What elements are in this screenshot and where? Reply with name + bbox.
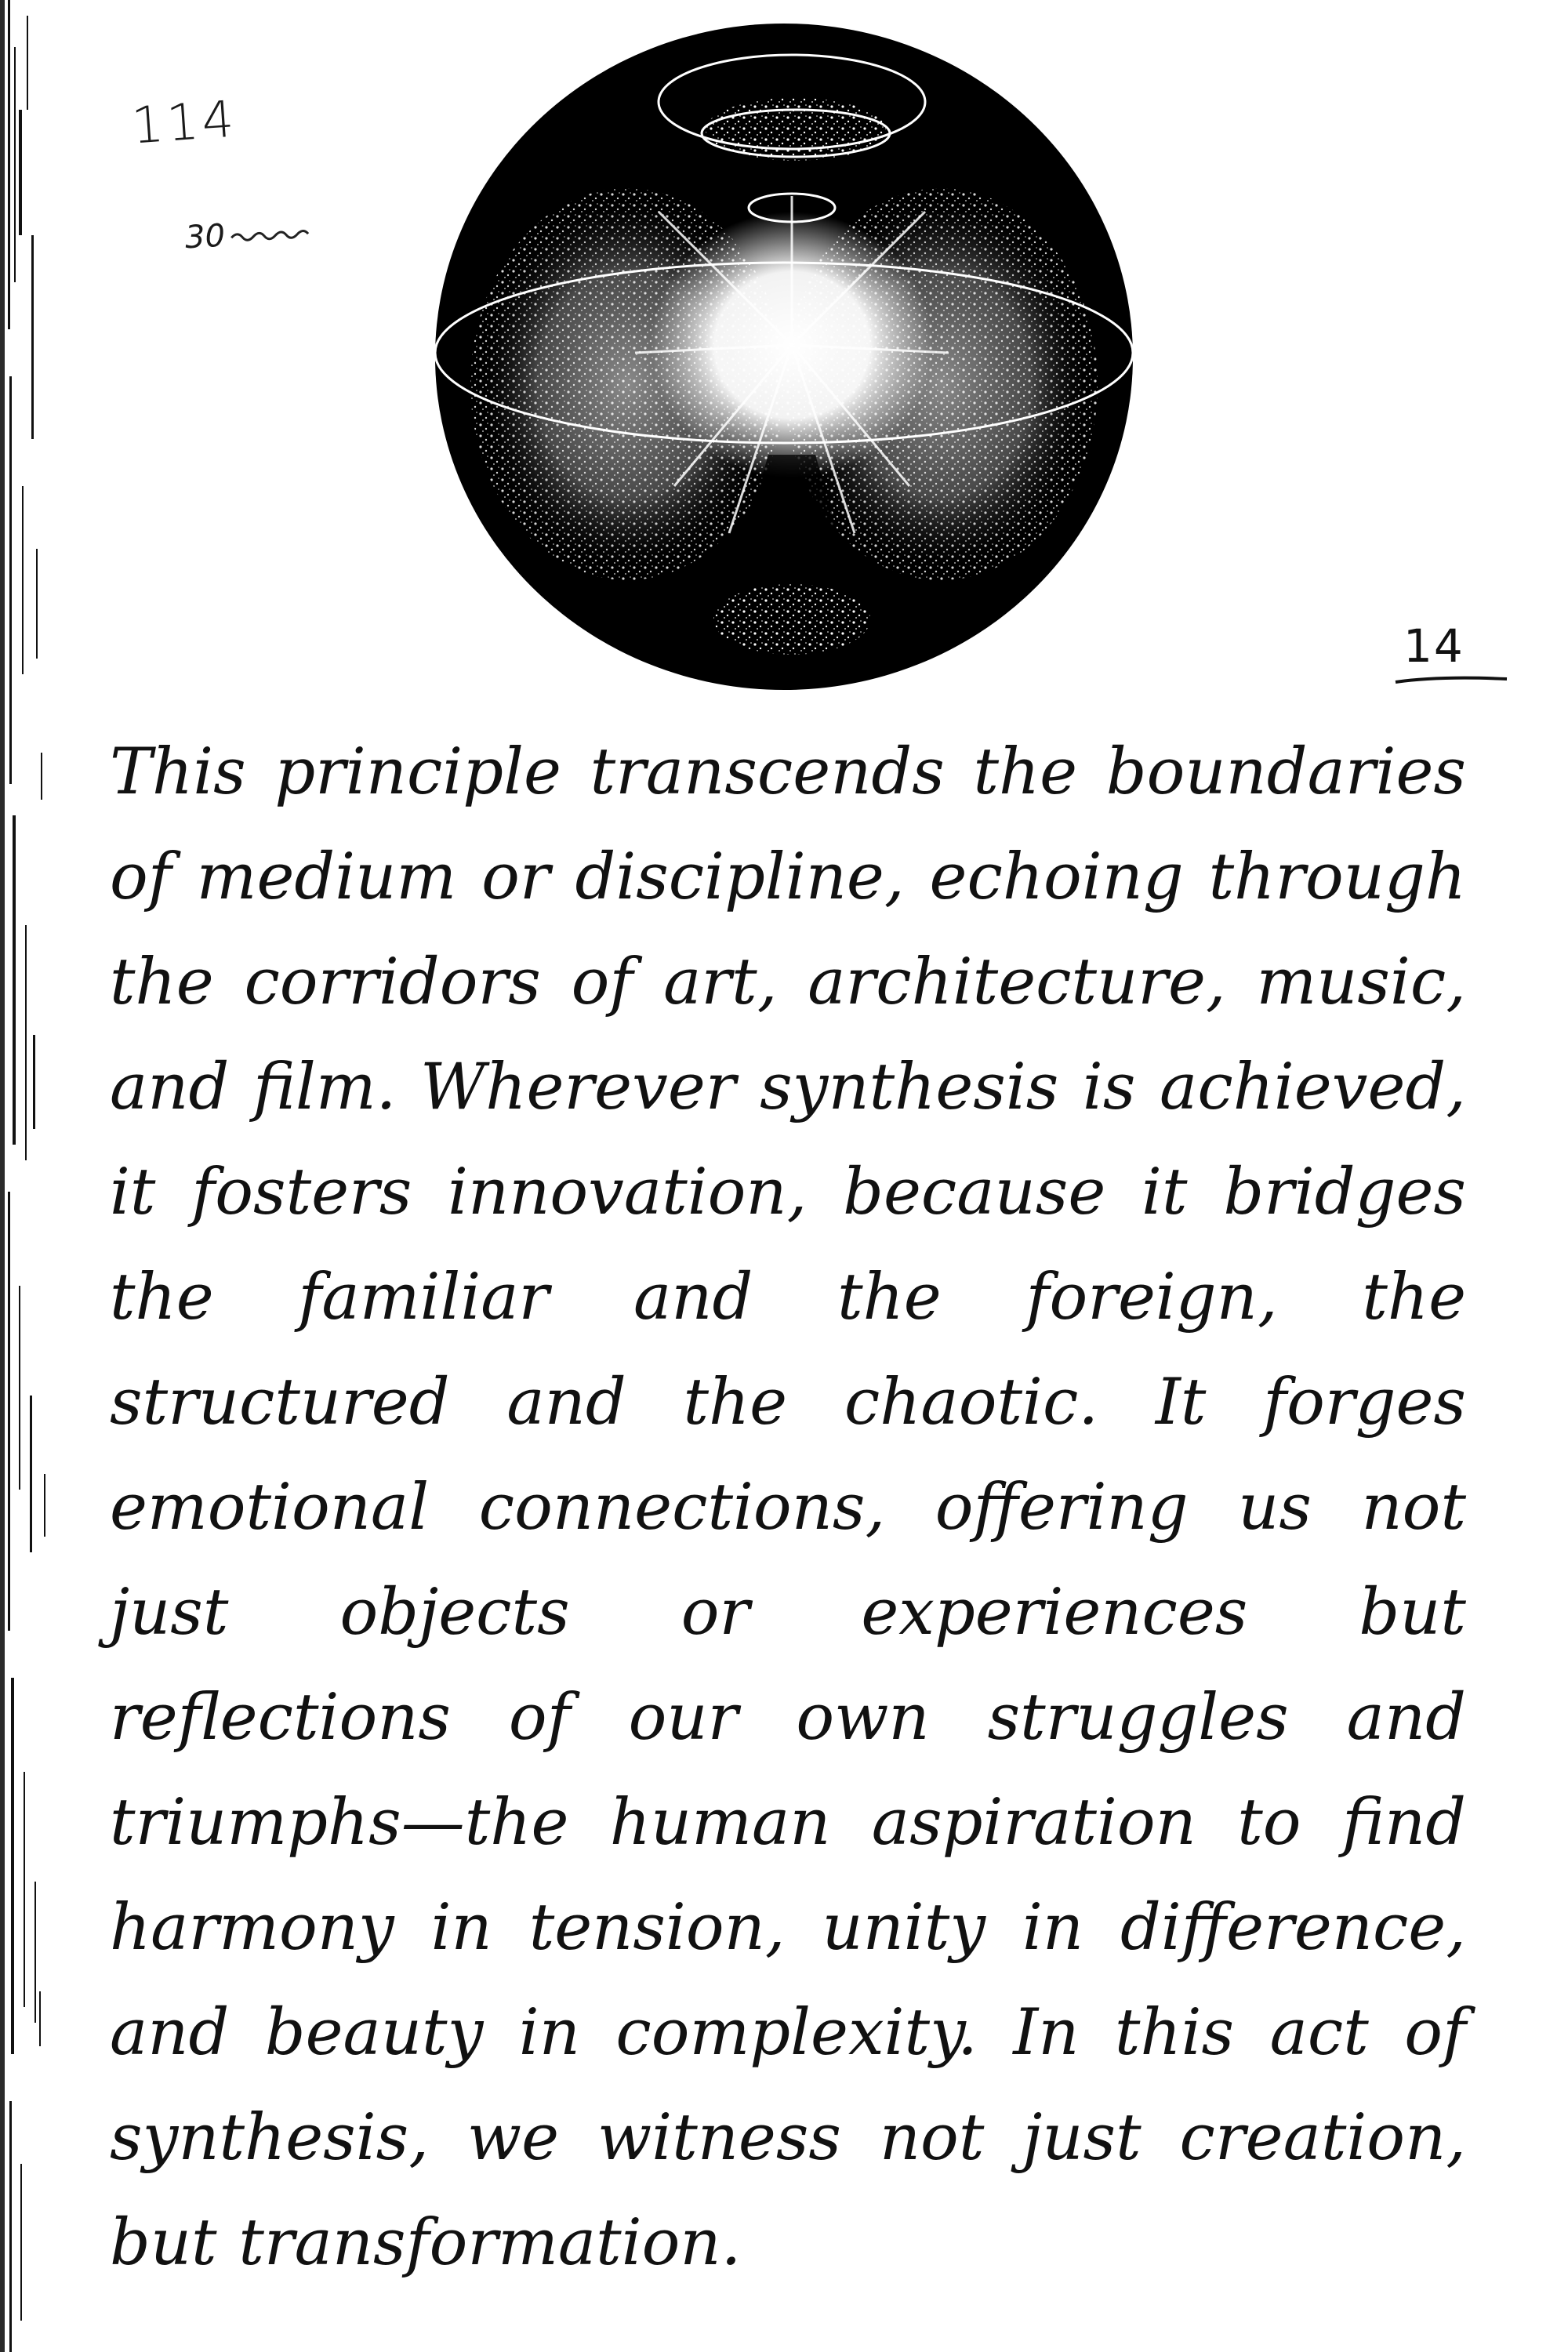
- handwritten-measure-note: [184, 213, 317, 256]
- handwritten-scribble-icon: [230, 227, 317, 243]
- orb-illustration-icon: [423, 16, 1145, 690]
- handwritten-measure-value: 30: [183, 217, 227, 256]
- handwritten-page-reference: 114: [129, 90, 239, 156]
- body-paragraph: This principle transcends the boundaries of medium or discipline, echoing through the corridors of art, architecture, music, and film. Wherever synthesis is achieved, it fosters innovation, because it bridges the familiar and the foreign, the structured and the chaotic. It forges emotional connections, offering us not just objects or experiences but reflections of our own struggles and triumphs—the human aspiration to find harmony in tension, unity in difference, and beauty in complexity. In this act of synthesis, we witness not just creation, but transformation.: [110, 735, 1466, 2280]
- binding-edge: [0, 0, 61, 2352]
- page-number: 14: [1403, 619, 1465, 673]
- page-number-underline: [1392, 674, 1510, 685]
